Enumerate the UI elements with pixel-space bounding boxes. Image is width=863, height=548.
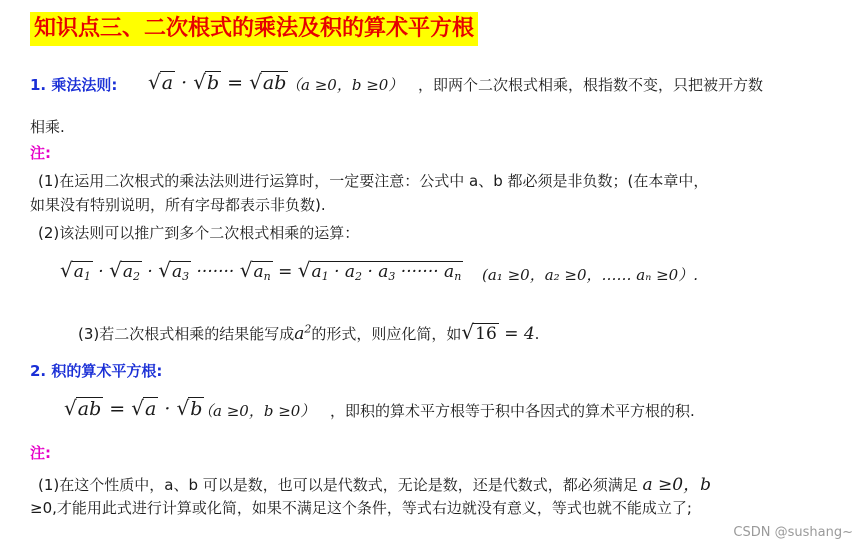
sec1-description: ，即两个二次根式相乘，根指数不变，只把被开方数 [418,76,764,94]
note1-general-condition: (a₁ ≥0，a₂ ≥0，…… aₙ ≥0）. [482,266,698,284]
sec2-description: ，即积的算术平方根等于积中各因式的算术平方根的积. [330,402,695,420]
note1-general-formula: $√a_1 \cdot √a_2 \cdot √a_3$ ······· $√a_n = √a_1 \cdot a_2 \cdot a_3$ ······· $a_n$ [60,258,462,283]
sec1-description-cont: 相乘. [30,118,65,136]
note1-point3-a-squared: $a^2$ [294,322,312,344]
note1-point3 [78,320,539,344]
note2-point1-text: (1)在这个性质中，a、b 可以是数，也可以是代数式，无论是数，还是代数式，都必须满足 [38,476,638,494]
note1-point3-mid: 的形式，则应化简，如 [311,325,462,343]
sec2-formula: √ab = √a · √b [64,396,203,420]
note1-point2: (2)该法则可以推广到多个二次根式相乘的运算： [38,224,360,242]
note2-point1 [38,470,711,495]
note1-point1: (1)在运用二次根式的乘法法则进行运算时，一定要注意：公式中 a、b 都必须是非负数；(在本章中， [38,172,709,190]
note1-point3-example: √16 = 4 [461,320,535,344]
sec1-heading: 1. 乘法法则: [30,76,118,94]
sec1-formula: √a · √b = √ab [148,70,287,94]
sec2-condition: （a ≥0，b ≥0） [198,402,316,420]
note2-point1-cont: ≥0,才能用此式进行计算或化简，如果不满足这个条件，等式右边就没有意义，等式也就不能成立了; [30,499,692,517]
note1-point3-end: . [534,325,540,343]
note2-label: 注: [30,444,51,462]
note1-point1-cont: 如果没有特别说明，所有字母都表示非负数). [30,196,326,214]
note2-point1-condition: a ≥0，b [642,475,711,495]
note1-point3-pre: (3)若二次根式相乘的结果能写成 [78,325,295,343]
sec2-heading: 2. 积的算术平方根: [30,362,163,380]
page-title: 知识点三、二次根式的乘法及积的算术平方根 [30,12,478,46]
csdn-watermark: CSDN @sushang~ [733,525,853,540]
note1-label: 注: [30,144,51,162]
sec1-condition: （a ≥0，b ≥0） [286,76,404,94]
